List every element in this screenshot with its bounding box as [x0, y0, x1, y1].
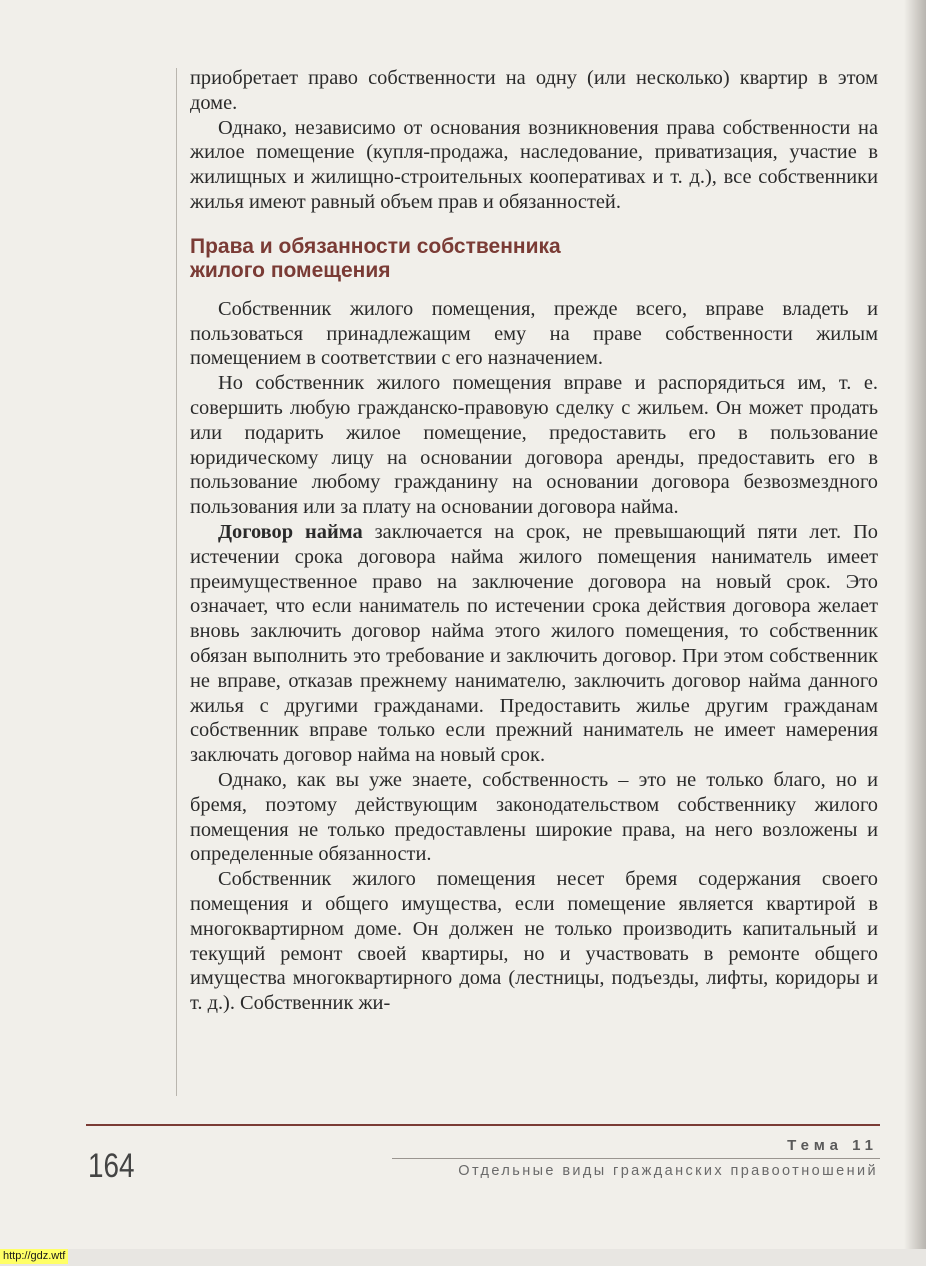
paragraph-1: приобретает право собственности на одну (или несколько) квартир в этом доме.	[190, 67, 878, 114]
paragraph-7: Собственник жилого помещения несет бремя содержания своего помещения и общего имущества, если помещение является квартирой в многоквартирном доме. Он должен не только производить капитальный и текущий ремонт своей квартиры, но и участвовать в ремонте общего имущества многоквартирного дома (лестницы, подъезды, лифты, коридоры и т. д.). Собственник жи-	[190, 868, 878, 1015]
bottom-strip	[0, 1249, 926, 1266]
section-heading-line-2: жилого помещения	[190, 258, 391, 282]
paragraph-5	[190, 520, 878, 768]
left-margin-rule	[176, 68, 177, 1096]
section-heading-line-1: Права и обязанности собственника	[190, 234, 561, 258]
theme-label: Тема 11	[787, 1137, 878, 1154]
main-text	[190, 66, 878, 1016]
paragraph-3: Собственник жилого помещения, прежде всего, вправе владеть и пользоваться принадлежащим ему на праве собственности жилым помещением в соответствии с его назначением.	[190, 297, 878, 370]
theme-divider	[392, 1158, 880, 1159]
watermark-link[interactable]: http://gdz.wtf	[0, 1249, 68, 1264]
paragraph-4: Но собственник жилого помещения вправе и распорядиться им, т. е. совершить любую гражданско-правовую сделку с жильем. Он может продать или подарить жилое помещение, предоставить его в пользование юридическому лицу на основании договора аренды, предоставить его в пользование любому гражданину на основании договора безвозмездного пользования или за плату на основании договора найма.	[190, 372, 878, 519]
paragraph-5-text: заключается на срок, не превышающий пяти лет. По истечении срока договора найма жилого помещения наниматель имеет преимущественное право на заключение договора на новый срок. Это означает, что если наниматель по истечении срока действия договора желает вновь заключить договор найма этого жилого помещения, то собственник обязан выполнить это требование и заключить договор. При этом собственник не вправе, отказав прежнему нанимателю, заключить договор найма данного жилья с другими гражданами. Предоставить жилье другим гражданам собственник вправе только если прежний наниматель не имеет намерения заключать договор найма на новый срок.	[190, 520, 878, 767]
theme-subtitle: Отдельные виды гражданских правоотношений	[458, 1163, 878, 1179]
footer-rule	[86, 1124, 880, 1126]
paragraph-6: Однако, как вы уже знаете, собственность – это не только благо, но и бремя, поэтому действующим законодательством собственнику жилого помещения не только предоставлены широкие права, на него возложены и определенные обязанности.	[190, 768, 878, 866]
page-gutter-shadow	[904, 0, 926, 1250]
paragraph-2: Однако, независимо от основания возникновения права собственности на жилое помещение (купля-продажа, наследование, приватизация, участие в жилищных и жилищно-строительных кооперативах и т. д.), все собственники жилья имеют равный объем прав и обязанностей.	[190, 116, 878, 213]
section-heading	[190, 235, 878, 283]
page-number: 164	[88, 1147, 135, 1185]
term-lease-agreement: Договор найма	[218, 520, 363, 543]
